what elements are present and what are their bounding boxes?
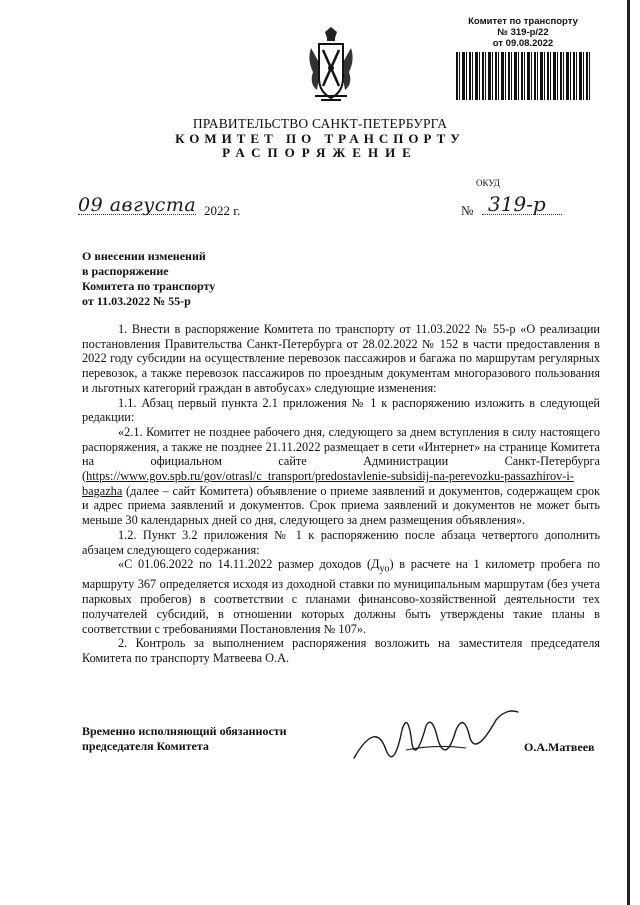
paragraph-quote-2-1 [82,425,600,528]
paragraph-1-1: 1.1. Абзац первый пункта 2.1 приложения № 1 к распоряжению изложить в следующей редакции: [82,395,600,425]
date-year: 2022 г. [204,203,241,218]
date-underline [78,214,196,215]
barcode-icon [456,52,590,100]
quote-text-start: «2.1. Комитет не позднее рабочего дня, следующего за днем вступления в силу настоящего распоряжения, а также не позднее 21.11.2022 размещает в сети «Интернет» на странице Комитета на официальном сайте Администрации Санкт-Петербурга ( [82,424,600,484]
signer-title-line: Временно исполняющий обязанности [82,724,287,738]
stamp-line-3: от 09.08.2022 [492,38,554,49]
document-type: РАСПОРЯЖЕНИЕ [222,145,418,160]
stamp-line-1: Комитет по транспорту [468,16,578,27]
paragraph-2: 2. Контроль за выполнением распоряжения возложить на заместителя председателя Комитета по транспорту Матвеева О.А. [82,636,600,665]
subject-line: в распоряжение [82,264,169,278]
subject-line: Комитета по транспорту [82,279,216,293]
number-label: № [461,203,474,218]
number-underline [482,214,562,215]
government-title: ПРАВИТЕЛЬСТВО САНКТ-ПЕТЕРБУРГА [192,116,448,131]
registration-stamp [448,16,598,100]
subscript: уо [379,563,390,575]
website-link[interactable]: https://www.gov.spb.ru/gov/otrasl/c_transport/predostavlenie-subsidij-na-perevozku-passazhirov-i-bagazha [82,469,574,498]
signer-title [82,724,287,754]
handwritten-date: 09 августа [78,194,197,216]
stamp-line-2: № 319-р/22 [497,27,549,38]
subject-line: О внесении изменений [82,249,206,263]
document-subject [82,249,215,309]
document-body [82,322,600,666]
signer-title-line: председателя Комитета [82,739,209,753]
signer-name: О.А.Матвеев [524,740,595,754]
paragraph-1: 1. Внести в распоряжение Комитета по транспорту от 11.03.2022 № 55-р «О реализации постановления Правительства Санкт-Петербурга от 28.02.2022 № 152 в части предоставления в 2022 году субсидии на осуществление перевозок пассажиров и багажа по маршрутам регулярных перевозок, а также перевозок пассажиров по проездным документам многоразового пользования и льготных категорий граждан в автобусах» следующие изменения: [82,322,600,395]
paragraph-1-2: 1.2. Пункт 3.2 приложения № 1 к распоряжению после абзаца четвертого дополнить абзацем следующего содержания: [82,527,600,557]
quote-text-start: «С 01.06.2022 по 14.11.2022 размер доходов (Д [118,557,380,572]
subject-line: от 11.03.2022 № 55-р [82,294,191,308]
quote-text-end: ) в расчете на 1 километр пробега по маршруту 367 определяется исходя из доходной ставки по муниципальным маршрутам (без учета парковых пробегов) в соответствии с планами финансово-хозяйственной деятельности тех получателей субсидий, в отношении которых должны быть утверждены такие планы в соответствии с требованиями Постановления № 107». [82,557,600,636]
quote-text-end: (далее – сайт Комитета) объявление о приеме заявлений и документов, содержащем срок и адрес приема заявлений и документов. Срок приема заявлений и документов не может быть меньше 30 календарных дней со дня, следующего за днем размещения объявления». [82,483,600,528]
committee-title: КОМИТЕТ ПО ТРАНСПОРТУ [175,131,465,146]
handwritten-signature-icon [346,700,526,770]
handwritten-number: 319-р [488,192,546,216]
coat-of-arms-icon [303,26,359,106]
paragraph-quote-3-2 [82,557,600,636]
okud-label: ОКУД [476,178,500,188]
scan-edge [627,0,630,905]
